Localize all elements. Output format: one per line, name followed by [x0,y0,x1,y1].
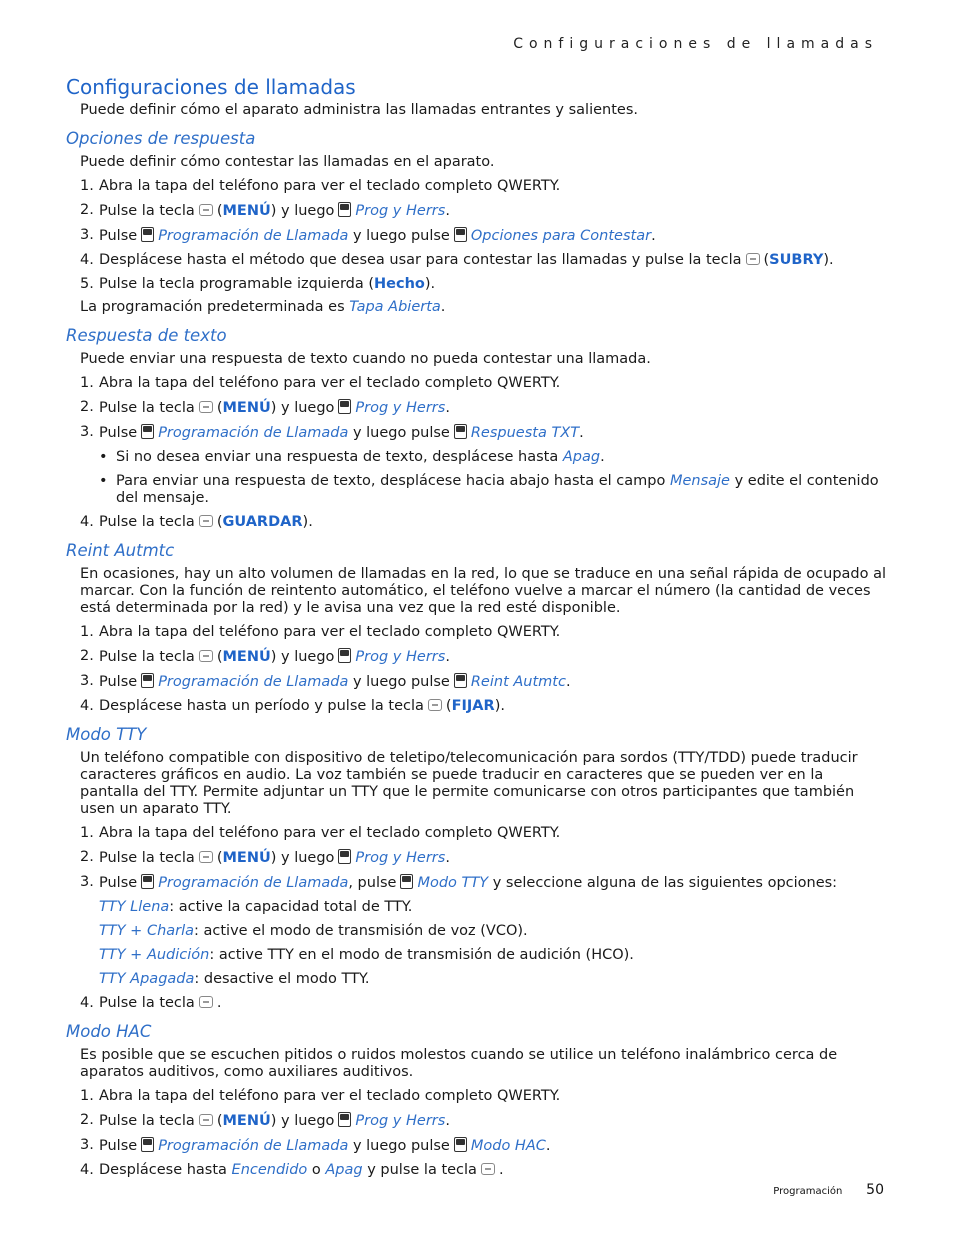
ok-key-icon [199,851,213,863]
step: 4. Pulse la tecla . [80,994,222,1011]
bullet-list [66,445,886,510]
menu-shortcut-icon [141,424,154,439]
ok-key-icon [199,1114,213,1126]
intro-paragraph: Puede definir cómo el aparato administra las llamadas entrantes y salientes. [80,102,638,118]
ok-key-icon [199,650,213,662]
step: 4. Desplácese hasta el método que desea usar para contestar las llamadas y pulse la tecla (SUBRY). [80,251,834,268]
footer-section-name: Programación [773,1186,843,1197]
step: 3. Pulse Programación de Llamada y luego pulse Opciones para Contestar. [80,226,656,244]
step: 3. Pulse Programación de Llamada y luego pulse Respuesta TXT. [80,423,584,441]
section-heading-hac: Modo HAC [66,1022,152,1041]
step: 3. Pulse Programación de Llamada, pulse Modo TTY y seleccione alguna de las siguientes opciones: [80,873,838,891]
step: 2. Pulse la tecla (MENÚ) y luego Prog y Herrs. [80,1111,450,1129]
step: 2. Pulse la tecla (MENÚ) y luego Prog y Herrs. [80,201,450,219]
step: 4. Pulse la tecla (GUARDAR). [80,513,313,530]
menu-shortcut-icon [454,673,467,688]
tty-option: TTY + Charla: active el modo de transmisión de voz (VCO). [99,922,528,939]
bullet-item: • Para enviar una respuesta de texto, desplácese hacia abajo hasta el campo Mensaje y edite el contenido del mensaje. [99,472,879,506]
section-heading-respuesta: Opciones de respuesta [66,129,256,148]
steps-list [66,1084,886,1182]
step: 4. Desplácese hasta un período y pulse la tecla (FIJAR). [80,697,505,714]
ok-key-icon [746,253,760,265]
menu-shortcut-icon [338,849,351,864]
section-heading-tty: Modo TTY [66,725,147,744]
menu-shortcut-icon [454,424,467,439]
section-intro: Un teléfono compatible con dispositivo de teletipo/telecomunicación para sordos (TTY/TDD) puede traducir caracteres gráficos en audio. La voz también se puede traducir en caracteres que se pueden ver en la pantalla del TTY. Permite adjuntar un TTY que le permite comunicarse con otros participantes que también usen un aparato TTY. [80,750,858,817]
page-footer [773,1182,884,1198]
menu-shortcut-icon [400,874,413,889]
section-intro: Puede enviar una respuesta de texto cuando no pueda contestar una llamada. [80,351,651,367]
bullet-item: • Si no desea enviar una respuesta de texto, desplácese hasta Apag. [99,448,605,465]
menu-shortcut-icon [141,227,154,242]
ok-key-icon [481,1163,495,1175]
steps-list [66,821,886,895]
ok-key-icon [428,699,442,711]
step: 3. Pulse Programación de Llamada y luego pulse Modo HAC. [80,1136,551,1154]
page-title: Configuraciones de llamadas [66,75,356,99]
step: 1. Abra la tapa del teléfono para ver el teclado completo QWERTY. [80,623,561,640]
default-note: La programación predeterminada es Tapa Abierta. [80,299,446,315]
section-intro: Puede definir cómo contestar las llamadas en el aparato. [80,154,495,170]
menu-shortcut-icon [454,1137,467,1152]
section-heading-reint: Reint Autmtc [66,541,175,560]
steps-list [66,991,886,1015]
step: 5. Pulse la tecla programable izquierda (Hecho). [80,275,436,292]
step: 1. Abra la tapa del teléfono para ver el teclado completo QWERTY. [80,374,561,391]
menu-shortcut-icon [141,874,154,889]
running-header: Configuraciones de llamadas [513,36,878,52]
tty-option: TTY Llena: active la capacidad total de TTY. [99,898,413,915]
steps-list [66,371,886,445]
step: 2. Pulse la tecla (MENÚ) y luego Prog y Herrs. [80,647,450,665]
ok-key-icon [199,515,213,527]
page-number: 50 [866,1182,884,1198]
ok-key-icon [199,204,213,216]
tty-option: TTY + Audición: active TTY en el modo de transmisión de audición (HCO). [99,946,634,963]
menu-shortcut-icon [338,399,351,414]
section-intro: En ocasiones, hay un alto volumen de llamadas en la red, lo que se traduce en una señal rápida de ocupado al marcar. Con la función de reintento automático, el teléfono vuelve a marcar el número (la cantidad de veces está determinada por la red) y le avisa una vez que la red esté disponible. [80,566,887,616]
steps-list [66,620,886,718]
step: 2. Pulse la tecla (MENÚ) y luego Prog y Herrs. [80,398,450,416]
section-intro: Es posible que se escuchen pitidos o ruidos molestos cuando se utilice un teléfono inalámbrico cerca de aparatos auditivos, como auxiliares auditivos. [80,1047,838,1080]
ok-key-icon [199,996,213,1008]
step: 2. Pulse la tecla (MENÚ) y luego Prog y Herrs. [80,848,450,866]
menu-shortcut-icon [141,673,154,688]
step: 1. Abra la tapa del teléfono para ver el teclado completo QWERTY. [80,177,561,194]
tty-option: TTY Apagada: desactive el modo TTY. [99,970,370,987]
menu-shortcut-icon [338,202,351,217]
section-heading-texto: Respuesta de texto [66,326,227,345]
ok-key-icon [199,401,213,413]
menu-shortcut-icon [141,1137,154,1152]
steps-list [66,174,886,296]
step: 1. Abra la tapa del teléfono para ver el teclado completo QWERTY. [80,1087,561,1104]
page-content [66,75,886,1182]
steps-list [66,510,886,534]
menu-shortcut-icon [338,648,351,663]
menu-shortcut-icon [454,227,467,242]
menu-shortcut-icon [338,1112,351,1127]
step: 3. Pulse Programación de Llamada y luego pulse Reint Autmtc. [80,672,571,690]
step: 4. Desplácese hasta Encendido o Apag y pulse la tecla . [80,1161,504,1178]
step: 1. Abra la tapa del teléfono para ver el teclado completo QWERTY. [80,824,561,841]
